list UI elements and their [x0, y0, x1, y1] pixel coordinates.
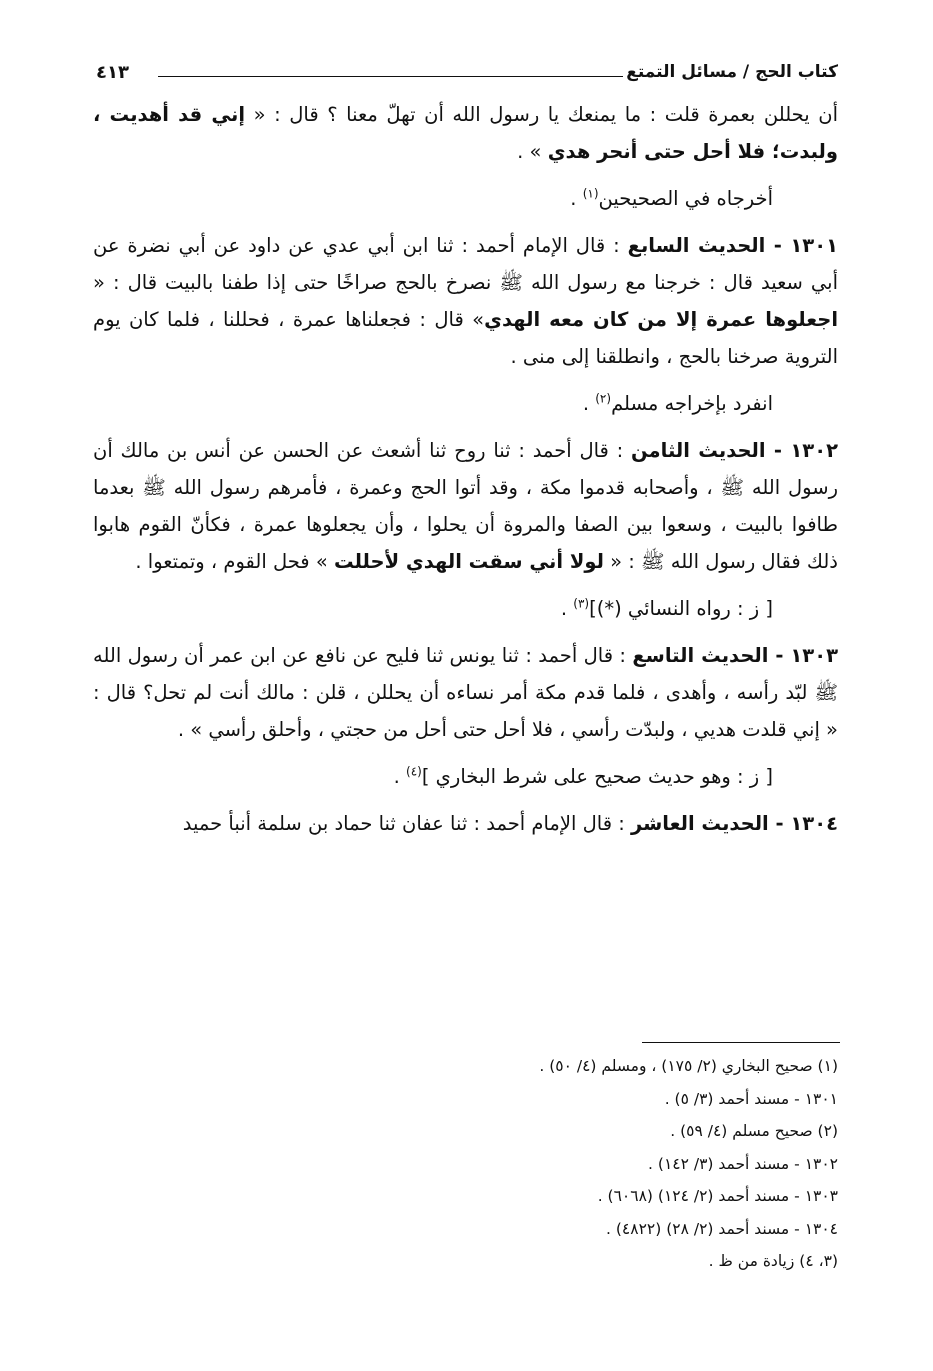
- text-run: .: [393, 765, 406, 788]
- hadith-1302: [93, 432, 838, 580]
- text-run: انفرد بإخراجه مسلم: [611, 392, 773, 415]
- footnote-ref: (١): [582, 186, 599, 201]
- footnotes: [93, 1050, 838, 1278]
- header-rule: [158, 76, 623, 77]
- text-run: .: [570, 187, 583, 210]
- text-run: : قال الإمام أحمد : ثنا ابن أبي عدي عن داود عن أبي نضرة عن أبي سعيد قال : خرجنا مع رسول الله ﷺ نصرخ بالحج صراخًا حتى إذا طفنا بالبيت قال : «: [93, 234, 838, 294]
- page-number: ٤١٣: [96, 62, 129, 83]
- text-run: : قال أحمد : ثنا روح ثنا أشعث عن الحسن عن أنس بن مالك أن رسول الله ﷺ ، وأصحابه قدموا مكة ، وقد أتوا الحج وعمرة ، فأمرهم رسول الله ﷺ بعدما طافوا بالبيت ، وسعوا بين الصفا والمروة أن يحلوا ، وأن يجعلوها عمرة ، فكأنّ القوم هابوا ذلك فقال رسول الله ﷺ : «: [93, 439, 838, 573]
- text-run: أخرجاه في الصحيحين: [598, 187, 773, 210]
- hadith-1303: [93, 637, 838, 748]
- footnote-line: ١٣٠٣ - مسند أحمد (٢/ ١٢٤) (٦٠٦٨) .: [597, 1187, 838, 1205]
- quote-bold: اجعلوها عمرة إلا من كان معه الهدي: [484, 308, 839, 331]
- paragraph-continuation: [93, 96, 838, 170]
- footnote-ref: (٣): [573, 596, 590, 611]
- footnote-line: ١٣٠١ - مسند أحمد (٣/ ٥) .: [664, 1089, 838, 1108]
- footnote-line: ١٣٠٤ - مسند أحمد (٢/ ٢٨) (٤٨٢٢) .: [606, 1219, 838, 1238]
- footnote-line: ١٣٠٢ - مسند أحمد (٣/ ١٤٢) .: [648, 1154, 838, 1173]
- footnote-line: (١) صحيح البخاري (٢/ ١٧٥) ، ومسلم (٤/ ٥٠) .: [539, 1057, 838, 1075]
- hadith-1304: [93, 805, 838, 842]
- running-title: كتاب الحج / مسائل التمتع: [626, 62, 838, 82]
- hadith-heading: ١٣٠٤ - الحديث العاشر: [631, 812, 838, 835]
- text-run: أن يحللن بعمرة قلت : ما يمنعك يا رسول الله أن تهلّ معنا ؟ قال : «: [245, 103, 838, 126]
- quote-bold: إني قد أهديت ، ولبدت؛ فلا أحل حتى أنحر هدي: [93, 103, 838, 163]
- takhrij-note: [93, 385, 838, 422]
- text-run: » فحل القوم ، وتمتعوا .: [135, 550, 334, 573]
- text-run: .: [560, 597, 574, 620]
- footnote-line: (٢) صحيح مسلم (٤/ ٥٩) .: [670, 1122, 838, 1140]
- editor-addition: [93, 758, 838, 795]
- footnote-separator: [642, 1042, 840, 1043]
- text-run: » .: [517, 140, 548, 163]
- text-run: [ ز : وهو حديث صحيح على شرط البخاري ]: [421, 765, 773, 788]
- text-run: : قال أحمد : ثنا يونس ثنا فليح عن نافع عن ابن عمر أن رسول الله ﷺ لبّد رأسه ، وأهدى ، فلما قدم مكة أمر نساءه أن يحللن ، قلن : مالك أنت لم تحل؟ قال : « إني قلدت هديي ، ولبدّت رأسي ، فلا أحل حتى أحل من حجتي ، وأحلق رأسي » .: [93, 644, 838, 741]
- hadith-heading: ١٣٠٢ - الحديث الثامن: [631, 439, 838, 462]
- quote-bold: لولا أني سقت الهدي لأحللت: [333, 550, 604, 573]
- text-run: : قال الإمام أحمد : ثنا عفان ثنا حماد بن سلمة أنبأ حميد: [182, 812, 631, 835]
- editor-addition: [93, 590, 838, 627]
- footnote-ref: (٤): [406, 764, 422, 779]
- hadith-heading: ١٣٠١ - الحديث السابع: [627, 234, 838, 257]
- page-header: [96, 62, 838, 90]
- text-run: » قال : فجعلناها عمرة ، فحللنا ، فلما كان يوم التروية صرخنا بالحج ، وانطلقنا إلى منى .: [93, 308, 838, 368]
- text-run: [ ز : رواه النسائي (*)]: [589, 597, 773, 620]
- hadith-1301: [93, 227, 838, 375]
- text-run: .: [582, 392, 596, 415]
- footnote-ref: (٢): [595, 391, 612, 406]
- main-text: [93, 96, 838, 852]
- hadith-heading: ١٣٠٣ - الحديث التاسع: [632, 644, 838, 667]
- footnote-line: (٣، ٤) زيادة من ظ .: [708, 1252, 838, 1270]
- takhrij-note: [93, 180, 838, 217]
